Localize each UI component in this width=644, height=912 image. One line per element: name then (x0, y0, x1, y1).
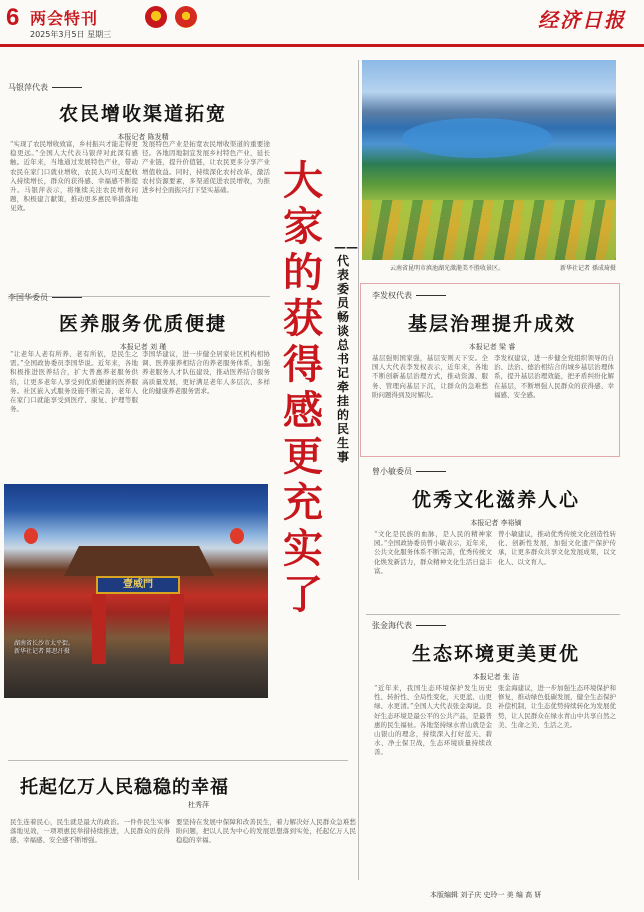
story-4-body-col-1: “文化是民族的血脉，是人民的精神家园。”全国政协委员曾小敏表示，近年来，公共文化服务体系不断完善，优秀传统文化焕发新活力，群众精神文化生活日益丰富。 (374, 530, 492, 575)
lake-photo-credit: 新华社记者 孫成琦摄 (560, 265, 616, 272)
story-2-rep: 李国华委员 (8, 292, 278, 303)
story-2-body-col-1: “让老年人老有所养、老有所依，是民生之需。”全国政协委员李国华说。近年来，各地积极推进医养结合，扩大普惠养老服务供给，让更多老年人享受到优质便捷的医养服务。社区嵌入式服务设施不断完善，老年人在家门口就能享受到医疗、康复、护理等服务。 (10, 350, 138, 414)
gate-sign: 壹威門 (96, 576, 180, 594)
lake-photo-caption: 云南省昆明市滇池湖光潋滟美不胜收景区。 (390, 265, 505, 272)
story-3-body-col-1: 基层强则国家强，基层安则天下安。全国人大代表李发权表示，近年来，各地不断创新基层治理方式，推动资源、服务、管理向基层下沉，让群众的急难愁盼问题得到及时解决。 (372, 354, 488, 399)
masthead-logo: 经济日报 (538, 8, 626, 32)
lantern (230, 528, 244, 544)
story-2-author: 本报记者 刘 瑾 (119, 343, 167, 351)
story-4-author: 本报记者 李裕镝 (470, 519, 522, 527)
lantern (24, 528, 38, 544)
commentary-author: 杜秀萍 (188, 801, 209, 809)
story-5-headline: 生态环境更美更优 (411, 643, 580, 665)
story-3-author: 本报记者 梁 睿 (468, 343, 516, 351)
story-2-headline: 医养服务优质便捷 (58, 313, 227, 335)
story-4 (372, 466, 620, 528)
story-1-headline: 农民增收渠道拓宽 (58, 103, 227, 125)
story-5-author: 本报记者 张 洁 (472, 673, 520, 681)
story-1-body-col-2: 发展特色产业是拓宽农民增收渠道的重要途径。各地因地制宜发展乡村特色产业，延长产业链，提升价值链，让农民更多分享产业增值收益。同时，持续深化农村改革，激活农村资源要素，多渠道促进农民增收，为推进乡村全面振兴打下坚实基础。 (142, 140, 270, 195)
main-headline: 大家的获得感更充实了 (283, 157, 323, 618)
story-2 (8, 292, 278, 352)
commentary-headline: 托起亿万人民稳稳的幸福 (20, 777, 229, 798)
gate-pillar (170, 594, 184, 664)
commentary-body-col-2: 要坚持在发展中保障和改善民生，着力解决好人民群众急难愁盼问题，把以人民为中心的发展思想落到实处，托起亿万人民稳稳的幸福。 (176, 818, 356, 845)
story-2-body-col-2: 李国华建议，进一步健全居家社区机构相协调、医养康养相结合的养老服务体系，加强养老服务人才队伍建设，推动医养结合服务高质量发展，更好满足老年人多层次、多样化的健康养老服务需求。 (142, 350, 270, 395)
story-3 (372, 290, 612, 352)
column-divider (358, 60, 359, 880)
story-5-body-col-1: “近年来，我国生态环境保护发生历史性、转折性、全局性变化，天更蓝、山更绿、水更清。”全国人大代表张金海说。良好生态环境是最公平的公共产品，是最普惠的民生福祉。各地坚持绿水青山就是金山银山的理念，持续深入打好蓝天、碧水、净土保卫战，生态环境质量持续改善。 (374, 684, 492, 757)
story-5-body-col-2: 张金海建议，进一步加强生态环境保护和修复，推动绿色低碳发展，健全生态保护补偿机制，让生态优势持续转化为发展优势，让人民群众在绿水青山中共享自然之美、生命之美、生活之美。 (498, 684, 616, 729)
gate-roof (64, 546, 214, 576)
story-4-rep: 曾小敏委员 (372, 466, 620, 477)
story-5-rep: 张金海代表 (372, 620, 620, 631)
national-emblem-icon (145, 6, 167, 28)
story-3-headline: 基层治理提升成效 (407, 313, 576, 335)
street-gate-photo (4, 484, 268, 698)
story-1 (8, 82, 278, 142)
story-3-body-col-2: 李发权建议，进一步健全党组织领导的自治、法治、德治相结合的城乡基层治理体系，提升基层治理效能，把矛盾纠纷化解在基层，不断增强人民群众的获得感、幸福感、安全感。 (494, 354, 614, 399)
story-4-headline: 优秀文化滋养人心 (411, 489, 580, 511)
gate-pillar (92, 594, 106, 664)
field-shape (362, 200, 616, 260)
cppcc-emblem-icon (175, 6, 197, 28)
story-1-rep: 马银萍代表 (8, 82, 278, 93)
gate-photo-caption: 湖南省长沙市太平街。新华社记者 陈思汗摄 (14, 640, 75, 655)
issue-date: 2025年3月5日 星期三 (30, 30, 112, 39)
story-4-body-col-2: 曾小敏建议，推动优秀传统文化创造性转化、创新性发展，加强文化遗产保护传承，让更多群众共享文化发展成果，以文化人、以文育人。 (498, 530, 616, 566)
main-subheadline: ——代表委员畅谈总书记牵挂的民生事 (334, 240, 358, 464)
lake-shape (402, 118, 552, 158)
section-title: 两会特刊 (30, 9, 99, 28)
story-1-body-col-1: “实现了农民增收致富，乡村振兴才能走得更稳更远。”全国人大代表马银萍对此深有感触。近年来，当地通过发展特色产业，带动农民在家门口就业增收，农民人均可支配收入持续增长，群众的获得感、幸福感不断提升。马银萍表示，将继续关注农民增收问题，积极建言献策，推动更多惠民举措落地见效。 (10, 140, 138, 213)
page-footer: 本版编辑 刘子庆 史玲一 美 编 高 妍 (430, 891, 542, 899)
lake-landscape-photo (362, 60, 616, 260)
divider (8, 760, 348, 761)
story-5 (372, 620, 620, 682)
story-1-author: 本报记者 陈发精 (117, 133, 169, 141)
page-number: 6 (6, 4, 20, 31)
story-3-rep: 李发权代表 (372, 290, 612, 301)
page-header (0, 0, 644, 44)
divider (366, 614, 620, 615)
commentary-body-col-1: 民生连着民心，民生就是最大的政治。一件件民生实事落地见效，一项项惠民举措持续推进，人民群众的获得感、幸福感、安全感不断增强。 (10, 818, 170, 845)
header-rule (0, 44, 644, 47)
